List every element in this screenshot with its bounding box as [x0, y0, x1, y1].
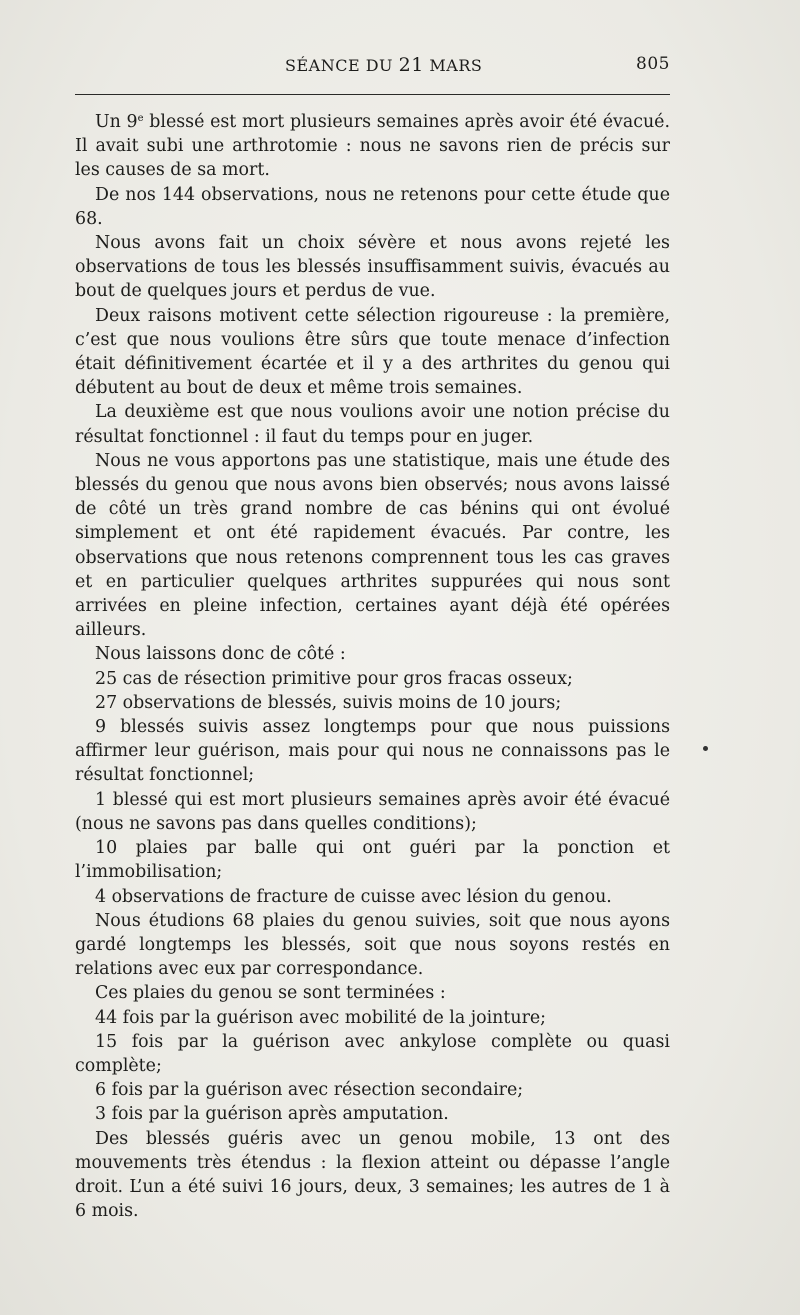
- ink-speck: [703, 746, 708, 751]
- header-rule: [75, 94, 670, 95]
- paragraph: De nos 144 observations, nous ne retenons pour cette étude que 68.: [75, 184, 670, 229]
- paragraph: Nous ne vous apportons pas une statistique, mais une étude des blessés du genou que nous avons bien observés; nous avons laissé de côté un très grand nombre de cas bénins qui ont évolué simplement et ont été rapidement évacués. Par contre, les observations que nous retenons comprennent tous les cas graves et en particulier quelques arthrites suppurées qui nous sont arrivées en pleine infection, certaines ayant déjà été opérées ailleurs.: [75, 450, 670, 641]
- body-text: [75, 110, 670, 1223]
- paragraph: Nous étudions 68 plaies du genou suivies, soit que nous ayons gardé longtemps les blessés, soit que nous soyons restés en relations avec eux par correspondance.: [75, 910, 670, 980]
- running-header: [75, 54, 670, 78]
- list-item: 44 fois par la guérison avec mobilité de la jointure;: [95, 1007, 547, 1028]
- list-item: 27 observations de blessés, suivis moins de 10 jours;: [95, 692, 562, 713]
- list-item: 10 plaies par balle qui ont guéri par la ponction et l’immobilisation;: [75, 838, 670, 883]
- list-item: 3 fois par la guérison après amputation.: [95, 1104, 449, 1125]
- list-item: 25 cas de résection primitive pour gros fracas osseux;: [95, 668, 573, 689]
- page-number: 805: [636, 54, 670, 74]
- paragraph: La deuxième est que nous voulions avoir une notion précise du résultat fonctionnel : il faut du temps pour en juger.: [75, 402, 670, 447]
- paragraph: Ces plaies du genou se sont terminées :: [95, 983, 446, 1004]
- list-item: 15 fois par la guérison avec ankylose complète ou quasi complète;: [75, 1031, 670, 1076]
- paragraph: Nous avons fait un choix sévère et nous avons rejeté les observations de tous les blessés insuffisamment suivis, évacués au bout de quelques jours et perdus de vue.: [75, 233, 670, 302]
- paragraph: Deux raisons motivent cette sélection rigoureuse : la première, c’est que nous voulions être sûrs que toute menace d’infection était définitivement écartée et il y a des arthrites du genou qui débutent au bout de deux et même trois semaines.: [75, 305, 670, 399]
- list-item: 6 fois par la guérison avec résection secondaire;: [95, 1080, 524, 1101]
- list-item: 9 blessés suivis assez longtemps pour que nous puissions affirmer leur guérison, mais pour qui nous ne connaissons pas le résultat fonctionnel;: [75, 717, 670, 786]
- list-item: 4 observations de fracture de cuisse avec lésion du genou.: [95, 886, 612, 907]
- paragraph: Nous laissons donc de côté :: [95, 644, 346, 665]
- paragraph: Un 9e blessé est mort plusieurs semaines après avoir été évacué. Il avait subi une arthrotomie : nous ne savons rien de précis sur les causes de sa mort.: [75, 112, 670, 181]
- list-item: 1 blessé qui est mort plusieurs semaines après avoir été évacué (nous ne savons pas dans quelles conditions);: [75, 789, 670, 834]
- header-title: SÉANCE DU 21 MARS: [285, 54, 483, 76]
- paragraph: Des blessés guéris avec un genou mobile, 13 ont des mouvements très étendus : la flexion atteint ou dépasse l’angle droit. L’un a été suivi 16 jours, deux, 3 semaines; les autres de 1 à 6 mois.: [75, 1128, 670, 1222]
